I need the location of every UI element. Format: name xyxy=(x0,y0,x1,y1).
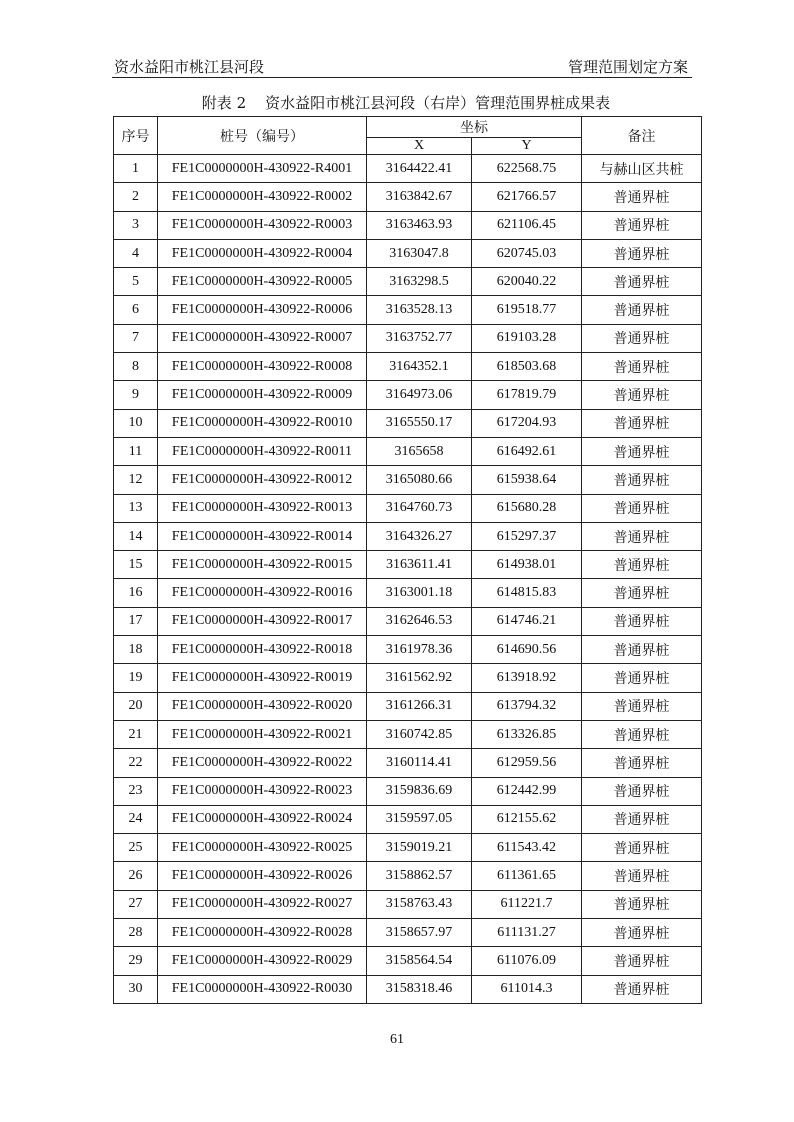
row-index-cell: 25 xyxy=(114,834,158,862)
note-cell: 普通界桩 xyxy=(582,183,702,211)
pile-number-cell: FE1C0000000H-430922-R0014 xyxy=(158,522,367,550)
row-index-cell: 4 xyxy=(114,239,158,267)
x-coordinate-cell: 3159836.69 xyxy=(367,777,472,805)
y-coordinate-cell: 611014.3 xyxy=(472,975,582,1003)
header-section-title: 管理范围划定方案 xyxy=(567,58,688,76)
pile-number-cell: FE1C0000000H-430922-R0009 xyxy=(158,381,367,409)
pile-number-cell: FE1C0000000H-430922-R0013 xyxy=(158,494,367,522)
table-row xyxy=(114,720,702,748)
x-coordinate-cell: 3163752.77 xyxy=(367,324,472,352)
row-index-cell: 30 xyxy=(114,975,158,1003)
row-index-cell: 21 xyxy=(114,720,158,748)
y-coordinate-cell: 614815.83 xyxy=(472,579,582,607)
pile-number-cell: FE1C0000000H-430922-R0008 xyxy=(158,353,367,381)
row-index-cell: 14 xyxy=(114,522,158,550)
pile-number-cell: FE1C0000000H-430922-R0017 xyxy=(158,607,367,635)
pile-number-cell: FE1C0000000H-430922-R0022 xyxy=(158,749,367,777)
y-coordinate-cell: 615680.28 xyxy=(472,494,582,522)
column-header-pile-number: 桩号（编号） xyxy=(158,117,367,155)
pile-number-cell: FE1C0000000H-430922-R0012 xyxy=(158,466,367,494)
note-cell: 普通界桩 xyxy=(582,409,702,437)
note-cell: 普通界桩 xyxy=(582,239,702,267)
pile-number-cell: FE1C0000000H-430922-R0021 xyxy=(158,720,367,748)
pile-number-cell: FE1C0000000H-430922-R0010 xyxy=(158,409,367,437)
table-row xyxy=(114,155,702,183)
note-cell: 普通界桩 xyxy=(582,975,702,1003)
note-cell: 普通界桩 xyxy=(582,579,702,607)
table-row xyxy=(114,947,702,975)
note-cell: 普通界桩 xyxy=(582,353,702,381)
x-coordinate-cell: 3163528.13 xyxy=(367,296,472,324)
table-row xyxy=(114,664,702,692)
x-coordinate-cell: 3163842.67 xyxy=(367,183,472,211)
table-row xyxy=(114,749,702,777)
x-coordinate-cell: 3164973.06 xyxy=(367,381,472,409)
x-coordinate-cell: 3161978.36 xyxy=(367,636,472,664)
table-row xyxy=(114,551,702,579)
column-header-x: X xyxy=(367,138,472,155)
note-cell: 普通界桩 xyxy=(582,777,702,805)
x-coordinate-cell: 3158862.57 xyxy=(367,862,472,890)
table-row xyxy=(114,607,702,635)
row-index-cell: 9 xyxy=(114,381,158,409)
y-coordinate-cell: 620745.03 xyxy=(472,239,582,267)
y-coordinate-cell: 615938.64 xyxy=(472,466,582,494)
note-cell: 普通界桩 xyxy=(582,919,702,947)
pile-number-cell: FE1C0000000H-430922-R0016 xyxy=(158,579,367,607)
row-index-cell: 18 xyxy=(114,636,158,664)
row-index-cell: 2 xyxy=(114,183,158,211)
note-cell: 普通界桩 xyxy=(582,749,702,777)
row-index-cell: 29 xyxy=(114,947,158,975)
y-coordinate-cell: 622568.75 xyxy=(472,155,582,183)
x-coordinate-cell: 3163611.41 xyxy=(367,551,472,579)
table-row xyxy=(114,183,702,211)
y-coordinate-cell: 613918.92 xyxy=(472,664,582,692)
table-header xyxy=(114,117,702,155)
note-cell: 普通界桩 xyxy=(582,834,702,862)
table-row xyxy=(114,324,702,352)
pile-number-cell: FE1C0000000H-430922-R0006 xyxy=(158,296,367,324)
row-index-cell: 10 xyxy=(114,409,158,437)
note-cell: 普通界桩 xyxy=(582,862,702,890)
y-coordinate-cell: 611543.42 xyxy=(472,834,582,862)
pile-number-cell: FE1C0000000H-430922-R0005 xyxy=(158,268,367,296)
pile-number-cell: FE1C0000000H-430922-R0018 xyxy=(158,636,367,664)
table-row xyxy=(114,834,702,862)
y-coordinate-cell: 612155.62 xyxy=(472,805,582,833)
pile-number-cell: FE1C0000000H-430922-R0030 xyxy=(158,975,367,1003)
pile-number-cell: FE1C0000000H-430922-R0011 xyxy=(158,437,367,465)
x-coordinate-cell: 3158564.54 xyxy=(367,947,472,975)
note-cell: 普通界桩 xyxy=(582,890,702,918)
row-index-cell: 8 xyxy=(114,353,158,381)
table-row xyxy=(114,919,702,947)
row-index-cell: 22 xyxy=(114,749,158,777)
y-coordinate-cell: 613794.32 xyxy=(472,692,582,720)
table-row xyxy=(114,296,702,324)
table-row xyxy=(114,862,702,890)
pile-number-cell: FE1C0000000H-430922-R0025 xyxy=(158,834,367,862)
note-cell: 普通界桩 xyxy=(582,494,702,522)
x-coordinate-cell: 3158318.46 xyxy=(367,975,472,1003)
row-index-cell: 28 xyxy=(114,919,158,947)
note-cell: 普通界桩 xyxy=(582,692,702,720)
note-cell: 普通界桩 xyxy=(582,211,702,239)
note-cell: 普通界桩 xyxy=(582,466,702,494)
y-coordinate-cell: 614938.01 xyxy=(472,551,582,579)
table-row xyxy=(114,239,702,267)
x-coordinate-cell: 3163463.93 xyxy=(367,211,472,239)
note-cell: 普通界桩 xyxy=(582,805,702,833)
pile-number-cell: FE1C0000000H-430922-R0019 xyxy=(158,664,367,692)
x-coordinate-cell: 3158763.43 xyxy=(367,890,472,918)
y-coordinate-cell: 620040.22 xyxy=(472,268,582,296)
table-row xyxy=(114,522,702,550)
note-cell: 普通界桩 xyxy=(582,720,702,748)
y-coordinate-cell: 611076.09 xyxy=(472,947,582,975)
note-cell: 普通界桩 xyxy=(582,296,702,324)
x-coordinate-cell: 3163298.5 xyxy=(367,268,472,296)
table-row xyxy=(114,975,702,1003)
note-cell: 与赫山区共桩 xyxy=(582,155,702,183)
page-header xyxy=(112,55,692,78)
x-coordinate-cell: 3162646.53 xyxy=(367,607,472,635)
y-coordinate-cell: 612442.99 xyxy=(472,777,582,805)
row-index-cell: 24 xyxy=(114,805,158,833)
pile-number-cell: FE1C0000000H-430922-R0007 xyxy=(158,324,367,352)
x-coordinate-cell: 3160114.41 xyxy=(367,749,472,777)
table-row xyxy=(114,494,702,522)
row-index-cell: 12 xyxy=(114,466,158,494)
pile-number-cell: FE1C0000000H-430922-R0026 xyxy=(158,862,367,890)
y-coordinate-cell: 617819.79 xyxy=(472,381,582,409)
note-cell: 普通界桩 xyxy=(582,636,702,664)
column-header-y: Y xyxy=(472,138,582,155)
note-cell: 普通界桩 xyxy=(582,522,702,550)
y-coordinate-cell: 612959.56 xyxy=(472,749,582,777)
x-coordinate-cell: 3159597.05 xyxy=(367,805,472,833)
note-cell: 普通界桩 xyxy=(582,664,702,692)
x-coordinate-cell: 3165658 xyxy=(367,437,472,465)
x-coordinate-cell: 3158657.97 xyxy=(367,919,472,947)
note-cell: 普通界桩 xyxy=(582,381,702,409)
row-index-cell: 16 xyxy=(114,579,158,607)
y-coordinate-cell: 617204.93 xyxy=(472,409,582,437)
row-index-cell: 23 xyxy=(114,777,158,805)
table-row xyxy=(114,805,702,833)
pile-number-cell: FE1C0000000H-430922-R0003 xyxy=(158,211,367,239)
x-coordinate-cell: 3164352.1 xyxy=(367,353,472,381)
row-index-cell: 15 xyxy=(114,551,158,579)
y-coordinate-cell: 621766.57 xyxy=(472,183,582,211)
pile-number-cell: FE1C0000000H-430922-R0020 xyxy=(158,692,367,720)
row-index-cell: 13 xyxy=(114,494,158,522)
pile-number-cell: FE1C0000000H-430922-R0023 xyxy=(158,777,367,805)
header-document-title: 资水益阳市桃江县河段 xyxy=(114,58,265,76)
x-coordinate-cell: 3164760.73 xyxy=(367,494,472,522)
pile-number-cell: FE1C0000000H-430922-R0024 xyxy=(158,805,367,833)
note-cell: 普通界桩 xyxy=(582,437,702,465)
row-index-cell: 5 xyxy=(114,268,158,296)
table-caption: 附表 2 资水益阳市桃江县河段（右岸）管理范围界桩成果表 xyxy=(201,94,611,112)
y-coordinate-cell: 614690.56 xyxy=(472,636,582,664)
y-coordinate-cell: 621106.45 xyxy=(472,211,582,239)
row-index-cell: 6 xyxy=(114,296,158,324)
note-cell: 普通界桩 xyxy=(582,268,702,296)
table-row xyxy=(114,579,702,607)
pile-number-cell: FE1C0000000H-430922-R0015 xyxy=(158,551,367,579)
y-coordinate-cell: 611131.27 xyxy=(472,919,582,947)
y-coordinate-cell: 613326.85 xyxy=(472,720,582,748)
column-header-coordinates: 坐标 xyxy=(367,117,582,138)
table-row xyxy=(114,777,702,805)
table-row xyxy=(114,353,702,381)
y-coordinate-cell: 619518.77 xyxy=(472,296,582,324)
x-coordinate-cell: 3164422.41 xyxy=(367,155,472,183)
table-row xyxy=(114,466,702,494)
row-index-cell: 7 xyxy=(114,324,158,352)
x-coordinate-cell: 3163047.8 xyxy=(367,239,472,267)
row-index-cell: 11 xyxy=(114,437,158,465)
pile-number-cell: FE1C0000000H-430922-R4001 xyxy=(158,155,367,183)
pile-number-cell: FE1C0000000H-430922-R0027 xyxy=(158,890,367,918)
note-cell: 普通界桩 xyxy=(582,324,702,352)
y-coordinate-cell: 619103.28 xyxy=(472,324,582,352)
x-coordinate-cell: 3164326.27 xyxy=(367,522,472,550)
note-cell: 普通界桩 xyxy=(582,607,702,635)
table-row xyxy=(114,636,702,664)
table-body xyxy=(114,155,702,1004)
table-row xyxy=(114,890,702,918)
boundary-pile-table xyxy=(113,116,702,1004)
x-coordinate-cell: 3163001.18 xyxy=(367,579,472,607)
y-coordinate-cell: 618503.68 xyxy=(472,353,582,381)
row-index-cell: 26 xyxy=(114,862,158,890)
table-row xyxy=(114,268,702,296)
y-coordinate-cell: 615297.37 xyxy=(472,522,582,550)
row-index-cell: 3 xyxy=(114,211,158,239)
row-index-cell: 1 xyxy=(114,155,158,183)
row-index-cell: 17 xyxy=(114,607,158,635)
page-number: 61 xyxy=(390,1032,404,1047)
pile-number-cell: FE1C0000000H-430922-R0002 xyxy=(158,183,367,211)
x-coordinate-cell: 3161266.31 xyxy=(367,692,472,720)
pile-number-cell: FE1C0000000H-430922-R0004 xyxy=(158,239,367,267)
row-index-cell: 27 xyxy=(114,890,158,918)
x-coordinate-cell: 3159019.21 xyxy=(367,834,472,862)
x-coordinate-cell: 3165080.66 xyxy=(367,466,472,494)
table-row xyxy=(114,437,702,465)
table-row xyxy=(114,381,702,409)
note-cell: 普通界桩 xyxy=(582,947,702,975)
y-coordinate-cell: 614746.21 xyxy=(472,607,582,635)
y-coordinate-cell: 611361.65 xyxy=(472,862,582,890)
table-row xyxy=(114,211,702,239)
y-coordinate-cell: 616492.61 xyxy=(472,437,582,465)
note-cell: 普通界桩 xyxy=(582,551,702,579)
row-index-cell: 19 xyxy=(114,664,158,692)
x-coordinate-cell: 3160742.85 xyxy=(367,720,472,748)
pile-number-cell: FE1C0000000H-430922-R0028 xyxy=(158,919,367,947)
table-row xyxy=(114,692,702,720)
x-coordinate-cell: 3165550.17 xyxy=(367,409,472,437)
y-coordinate-cell: 611221.7 xyxy=(472,890,582,918)
column-header-index: 序号 xyxy=(114,117,158,155)
pile-number-cell: FE1C0000000H-430922-R0029 xyxy=(158,947,367,975)
table-row xyxy=(114,409,702,437)
x-coordinate-cell: 3161562.92 xyxy=(367,664,472,692)
column-header-note: 备注 xyxy=(582,117,702,155)
row-index-cell: 20 xyxy=(114,692,158,720)
